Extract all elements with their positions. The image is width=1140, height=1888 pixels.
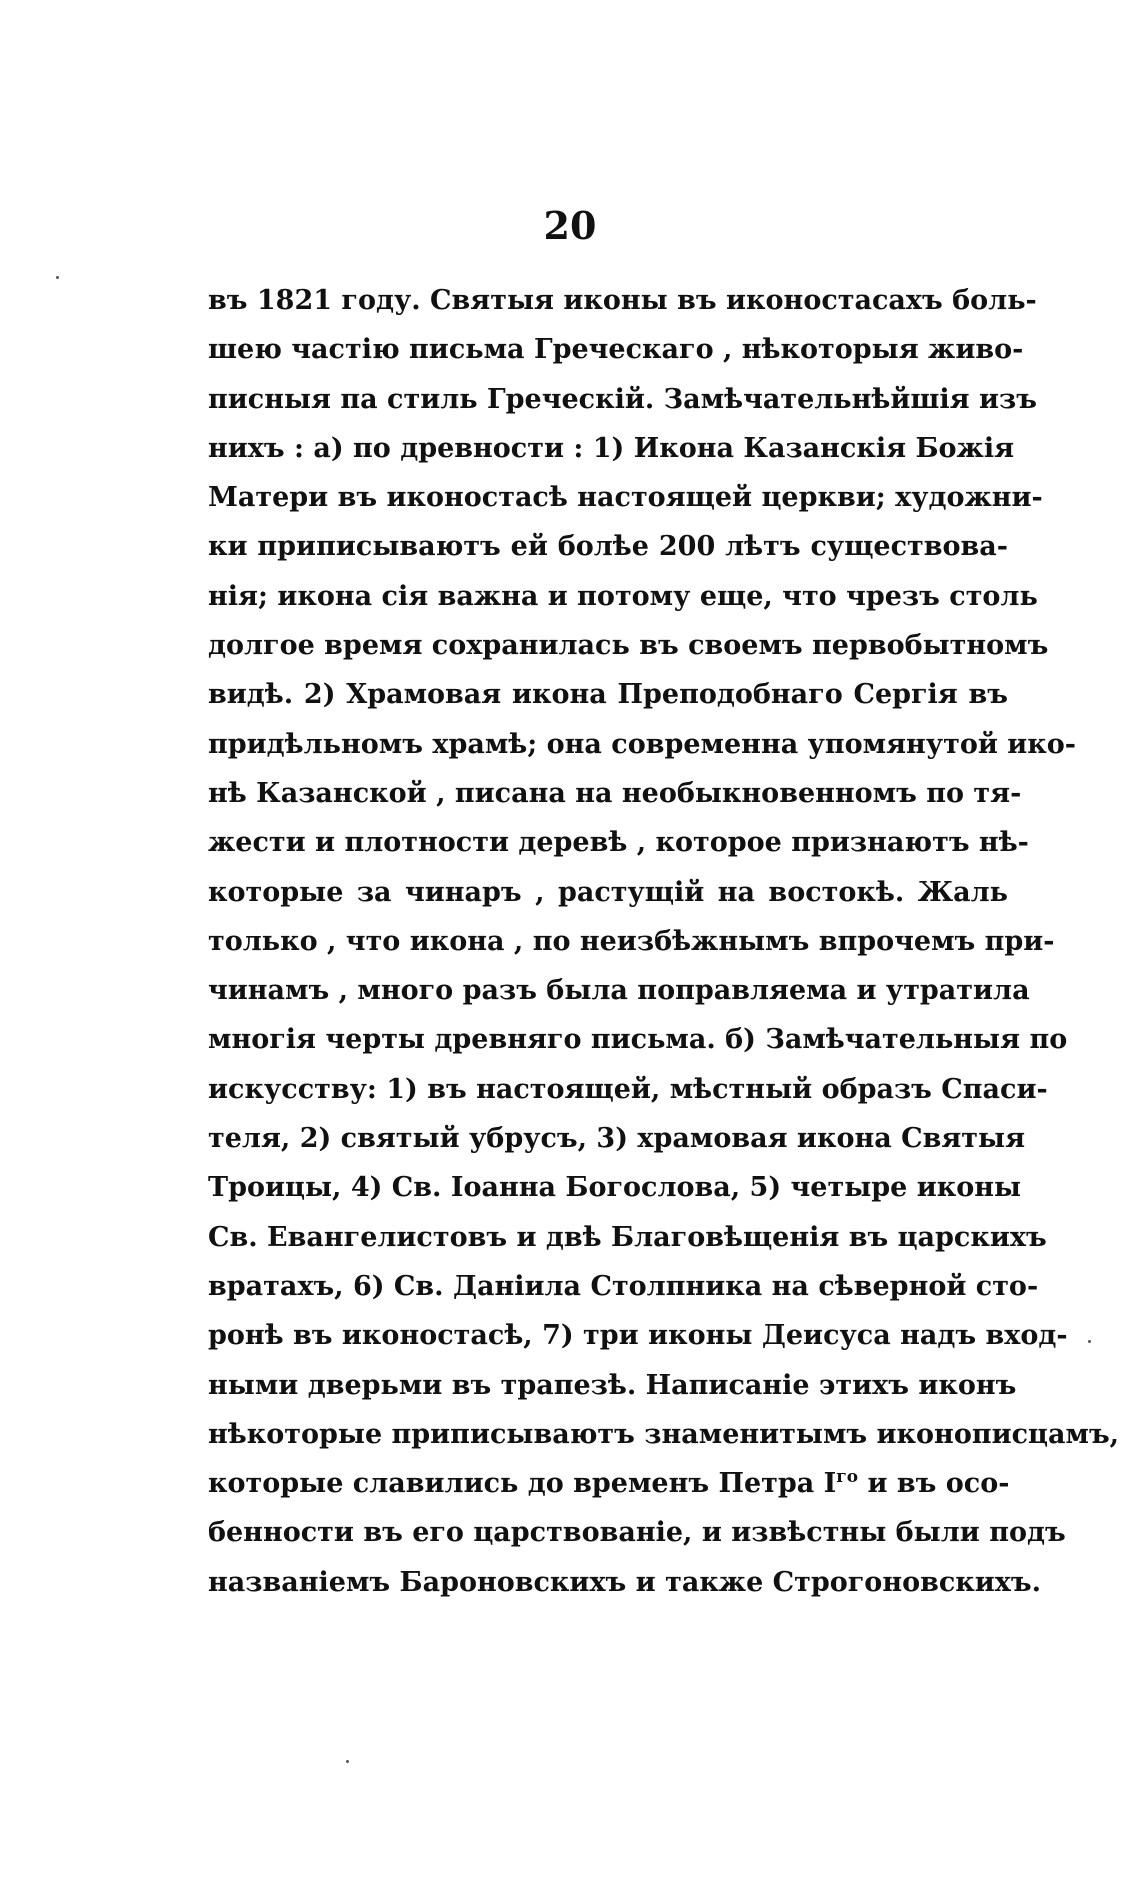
text-line: Троицы, 4) Св. Іоанна Богослова, 5) четыре иконы — [208, 1172, 1022, 1204]
text-line: бенности въ его царствованіе, и извѣстны были подъ — [208, 1517, 1066, 1549]
text-line: которые за чинаръ , растущій на востокѣ. Жаль — [208, 876, 1008, 908]
body-text — [208, 276, 1120, 1607]
text-line: ными дверьми въ трапезѣ. Написаніе этихъ иконъ — [208, 1369, 1017, 1401]
page-number: 20 — [543, 203, 597, 248]
paper-speck — [56, 276, 59, 279]
text-line: нихъ : а) по древности : 1) Икона Казанскія Божія — [208, 432, 1015, 464]
superscript: го — [836, 1467, 859, 1488]
text-line: Матери въ иконостасѣ настоящей церкви; художни- — [208, 482, 1043, 514]
text-line: долгое время сохранилась въ своемъ первобытномъ — [208, 630, 1049, 662]
paper-speck — [1088, 1340, 1091, 1343]
text-line: жести и плотности деревѣ , которое признаютъ нѣ- — [208, 827, 1029, 859]
text-line: шею частію письма Греческаго , нѣкоторыя живо- — [208, 334, 1024, 366]
text-line: чинамъ , много разъ была поправляема и утратила — [208, 975, 1030, 1007]
text-line: Св. Евангелистовъ и двѣ Благовѣщенія въ царскихъ — [208, 1221, 1047, 1253]
text-line: многія черты древняго письма. б) Замѣчательныя по — [208, 1024, 1068, 1056]
text-line: искусству: 1) въ настоящей, мѣстный образъ Спаси- — [208, 1073, 1048, 1105]
text-line: нія; икона сія важна и потому еще, что чрезъ столь — [208, 580, 1038, 612]
text-line: названіемъ Бароновскихъ и также Строгоновскихъ. — [208, 1566, 1042, 1598]
text-line-with-superscript — [208, 1459, 1008, 1508]
text-line: ки приписываютъ ей болѣе 200 лѣтъ существова- — [208, 531, 1008, 563]
text-line-tail: и въ осо- — [858, 1468, 1010, 1500]
text-line: придѣльномъ храмѣ; она современна упомянутой ико- — [208, 728, 1077, 760]
text-line: нѣ Казанской , писана на необыкновенномъ по тя- — [208, 777, 1022, 809]
text-line: писныя па стиль Греческій. Замѣчательнѣйшія изъ — [208, 383, 1037, 415]
text-line: теля, 2) святый убрусъ, 3) храмовая икона Святыя — [208, 1123, 1026, 1155]
text-line: нѣкоторые приписываютъ знаменитымъ иконописцамъ, — [208, 1418, 1120, 1450]
text-line-head: которые славились до временъ Петра I — [208, 1468, 837, 1500]
text-line: видѣ. 2) Храмовая икона Преподобнаго Сергія въ — [208, 679, 1008, 711]
text-line: въ 1821 году. Святыя иконы въ иконостасахъ боль- — [208, 285, 1037, 316]
text-line: вратахъ, 6) Св. Даніила Столпника на сѣверной сто- — [208, 1270, 1039, 1302]
text-line: только , что икона , по неизбѣжнымъ впрочемъ при- — [208, 925, 1055, 957]
paper-speck — [346, 1760, 349, 1763]
text-line: ронѣ въ иконостасѣ, 7) три иконы Деисуса надъ вход- — [208, 1320, 1068, 1352]
